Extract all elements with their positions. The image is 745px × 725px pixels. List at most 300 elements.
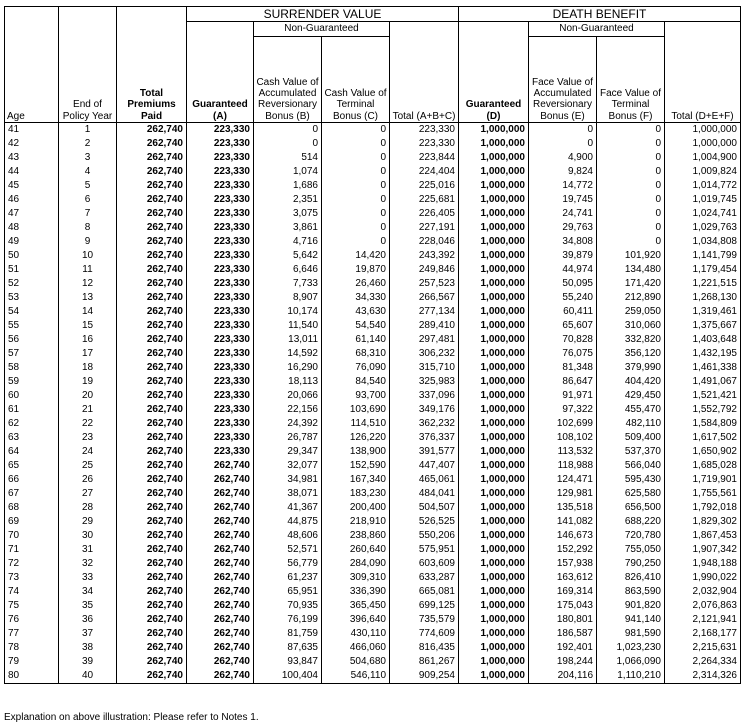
total-abc-cell: 774,609 (390, 627, 459, 641)
face-value-reversionary-bonus-cell: 124,471 (529, 473, 597, 487)
end-of-policy-year-cell: 6 (59, 193, 117, 207)
total-def-cell: 1,491,067 (665, 375, 741, 389)
guaranteed-d-cell: 1,000,000 (459, 571, 529, 585)
surrender-value-header: SURRENDER VALUE (187, 7, 459, 22)
total-def-cell: 2,168,177 (665, 627, 741, 641)
cash-value-terminal-bonus-cell: 504,680 (322, 655, 390, 669)
face-value-reversionary-bonus-cell: 76,075 (529, 347, 597, 361)
total-abc-cell: 633,287 (390, 571, 459, 585)
face-value-reversionary-bonus-cell: 55,240 (529, 291, 597, 305)
cash-value-reversionary-bonus-cell: 26,787 (254, 431, 322, 445)
cash-value-reversionary-bonus-cell: 32,077 (254, 459, 322, 473)
face-value-reversionary-bonus-cell: 204,116 (529, 669, 597, 684)
table-row (5, 487, 741, 501)
total-abc-cell: 225,016 (390, 179, 459, 193)
total-def-cell: 1,461,338 (665, 361, 741, 375)
guaranteed-a-cell: 262,740 (187, 669, 254, 684)
total-abc-cell: 227,191 (390, 221, 459, 235)
guaranteed-a-cell: 223,330 (187, 165, 254, 179)
face-value-terminal-bonus-cell: 720,780 (597, 529, 665, 543)
guaranteed-a-cell: 223,330 (187, 179, 254, 193)
face-value-terminal-bonus-cell: 404,420 (597, 375, 665, 389)
total-abc-cell: 243,392 (390, 249, 459, 263)
guaranteed-d-cell: 1,000,000 (459, 193, 529, 207)
face-value-reversionary-bonus-cell: 19,745 (529, 193, 597, 207)
cash-value-terminal-bonus-cell: 14,420 (322, 249, 390, 263)
total-abc-cell: 504,507 (390, 501, 459, 515)
total-def-cell: 1,009,824 (665, 165, 741, 179)
face-value-terminal-bonus-cell: 981,590 (597, 627, 665, 641)
total-abc-cell: 337,096 (390, 389, 459, 403)
age-cell: 55 (5, 319, 59, 333)
face-value-terminal-bonus-cell: 688,220 (597, 515, 665, 529)
face-value-terminal-bonus-cell: 566,040 (597, 459, 665, 473)
total-premiums-paid-cell: 262,740 (117, 333, 187, 347)
table-row (5, 515, 741, 529)
guaranteed-a-cell: 223,330 (187, 137, 254, 151)
cash-value-reversionary-bonus-cell: 44,875 (254, 515, 322, 529)
cash-value-terminal-bonus-cell: 76,090 (322, 361, 390, 375)
cash-value-reversionary-bonus-header: Cash Value of Accumulated Reversionary Bonus (B) (254, 37, 322, 123)
total-def-cell: 1,034,808 (665, 235, 741, 249)
face-value-reversionary-bonus-cell: 108,102 (529, 431, 597, 445)
face-value-terminal-bonus-cell: 0 (597, 221, 665, 235)
table-row (5, 389, 741, 403)
total-def-cell: 1,403,648 (665, 333, 741, 347)
end-of-policy-year-cell: 30 (59, 529, 117, 543)
age-cell: 52 (5, 277, 59, 291)
end-of-policy-year-cell: 20 (59, 389, 117, 403)
guaranteed-a-cell: 262,740 (187, 585, 254, 599)
guaranteed-a-cell: 223,330 (187, 249, 254, 263)
guaranteed-d-cell: 1,000,000 (459, 655, 529, 669)
cash-value-reversionary-bonus-cell: 0 (254, 123, 322, 138)
face-value-terminal-bonus-cell: 901,820 (597, 599, 665, 613)
face-value-reversionary-bonus-header: Face Value of Accumulated Reversionary Bonus (E) (529, 37, 597, 123)
guaranteed-d-cell: 1,000,000 (459, 221, 529, 235)
total-abc-cell: 289,410 (390, 319, 459, 333)
total-abc-cell: 225,681 (390, 193, 459, 207)
guaranteed-d-cell: 1,000,000 (459, 207, 529, 221)
total-def-cell: 1,019,745 (665, 193, 741, 207)
age-cell: 56 (5, 333, 59, 347)
total-abc-cell: 223,330 (390, 137, 459, 151)
guaranteed-d-cell: 1,000,000 (459, 417, 529, 431)
face-value-reversionary-bonus-cell: 29,763 (529, 221, 597, 235)
cash-value-terminal-bonus-cell: 336,390 (322, 585, 390, 599)
cash-value-reversionary-bonus-cell: 6,646 (254, 263, 322, 277)
total-premiums-paid-cell: 262,740 (117, 669, 187, 684)
table-row (5, 417, 741, 431)
age-cell: 44 (5, 165, 59, 179)
total-def-header: Total (D+E+F) (665, 22, 741, 123)
cash-value-reversionary-bonus-cell: 514 (254, 151, 322, 165)
cash-value-terminal-bonus-cell: 396,640 (322, 613, 390, 627)
total-premiums-paid-cell: 262,740 (117, 277, 187, 291)
total-abc-cell: 306,232 (390, 347, 459, 361)
face-value-terminal-bonus-cell: 429,450 (597, 389, 665, 403)
cash-value-reversionary-bonus-cell: 87,635 (254, 641, 322, 655)
cash-value-reversionary-bonus-cell: 16,290 (254, 361, 322, 375)
cash-value-terminal-bonus-cell: 167,340 (322, 473, 390, 487)
cash-value-terminal-bonus-cell: 19,870 (322, 263, 390, 277)
total-def-cell: 1,685,028 (665, 459, 741, 473)
age-cell: 66 (5, 473, 59, 487)
guaranteed-d-cell: 1,000,000 (459, 305, 529, 319)
end-of-policy-year-cell: 15 (59, 319, 117, 333)
face-value-terminal-bonus-cell: 0 (597, 179, 665, 193)
end-of-policy-year-cell: 40 (59, 669, 117, 684)
age-cell: 60 (5, 389, 59, 403)
guaranteed-d-cell: 1,000,000 (459, 669, 529, 684)
guaranteed-d-cell: 1,000,000 (459, 333, 529, 347)
total-def-cell: 1,375,667 (665, 319, 741, 333)
cash-value-reversionary-bonus-cell: 20,066 (254, 389, 322, 403)
total-premiums-paid-cell: 262,740 (117, 179, 187, 193)
face-value-terminal-bonus-cell: 1,066,090 (597, 655, 665, 669)
end-of-policy-year-cell: 3 (59, 151, 117, 165)
total-premiums-paid-cell: 262,740 (117, 207, 187, 221)
guaranteed-d-cell: 1,000,000 (459, 249, 529, 263)
face-value-reversionary-bonus-cell: 81,348 (529, 361, 597, 375)
end-of-policy-year-cell: 1 (59, 123, 117, 138)
total-premiums-paid-cell: 262,740 (117, 599, 187, 613)
guaranteed-a-cell: 262,740 (187, 543, 254, 557)
face-value-terminal-bonus-cell: 941,140 (597, 613, 665, 627)
guaranteed-a-cell: 262,740 (187, 641, 254, 655)
guaranteed-d-cell: 1,000,000 (459, 431, 529, 445)
cash-value-terminal-bonus-cell: 26,460 (322, 277, 390, 291)
cash-value-terminal-bonus-cell: 0 (322, 221, 390, 235)
cash-value-terminal-bonus-cell: 0 (322, 137, 390, 151)
cash-value-terminal-bonus-cell: 0 (322, 179, 390, 193)
guaranteed-a-cell: 262,740 (187, 459, 254, 473)
face-value-reversionary-bonus-cell: 118,988 (529, 459, 597, 473)
cash-value-reversionary-bonus-cell: 52,571 (254, 543, 322, 557)
table-row (5, 347, 741, 361)
end-of-policy-year-cell: 27 (59, 487, 117, 501)
cash-value-reversionary-bonus-cell: 2,351 (254, 193, 322, 207)
guaranteed-d-cell: 1,000,000 (459, 627, 529, 641)
table-row (5, 193, 741, 207)
cash-value-terminal-bonus-cell: 546,110 (322, 669, 390, 684)
cash-value-reversionary-bonus-cell: 11,540 (254, 319, 322, 333)
end-of-policy-year-cell: 21 (59, 403, 117, 417)
table-row (5, 137, 741, 151)
age-cell: 43 (5, 151, 59, 165)
age-cell: 73 (5, 571, 59, 585)
cash-value-reversionary-bonus-cell: 48,606 (254, 529, 322, 543)
end-of-policy-year-cell: 8 (59, 221, 117, 235)
face-value-reversionary-bonus-cell: 102,699 (529, 417, 597, 431)
cash-value-reversionary-bonus-cell: 3,861 (254, 221, 322, 235)
total-abc-header: Total (A+B+C) (390, 22, 459, 123)
total-def-cell: 1,432,195 (665, 347, 741, 361)
guaranteed-d-cell: 1,000,000 (459, 165, 529, 179)
face-value-terminal-bonus-cell: 0 (597, 165, 665, 179)
cash-value-terminal-bonus-cell: 0 (322, 151, 390, 165)
table-row (5, 655, 741, 669)
age-cell: 47 (5, 207, 59, 221)
end-of-policy-year-cell: 28 (59, 501, 117, 515)
age-cell: 72 (5, 557, 59, 571)
age-cell: 53 (5, 291, 59, 305)
guaranteed-d-cell: 1,000,000 (459, 319, 529, 333)
cash-value-terminal-bonus-cell: 309,310 (322, 571, 390, 585)
cash-value-terminal-bonus-cell: 0 (322, 235, 390, 249)
face-value-reversionary-bonus-cell: 169,314 (529, 585, 597, 599)
non-guaranteed-sv-header: Non-Guaranteed (254, 22, 390, 37)
end-of-policy-year-cell: 10 (59, 249, 117, 263)
face-value-terminal-bonus-cell: 356,120 (597, 347, 665, 361)
guaranteed-d-cell: 1,000,000 (459, 375, 529, 389)
face-value-reversionary-bonus-cell: 34,808 (529, 235, 597, 249)
table-row (5, 361, 741, 375)
total-premiums-paid-cell: 262,740 (117, 557, 187, 571)
total-premiums-paid-cell: 262,740 (117, 417, 187, 431)
table-row (5, 599, 741, 613)
end-of-policy-year-cell: 9 (59, 235, 117, 249)
guaranteed-d-cell: 1,000,000 (459, 137, 529, 151)
age-cell: 59 (5, 375, 59, 389)
face-value-terminal-bonus-cell: 0 (597, 151, 665, 165)
face-value-reversionary-bonus-cell: 192,401 (529, 641, 597, 655)
age-cell: 58 (5, 361, 59, 375)
face-value-terminal-bonus-cell: 212,890 (597, 291, 665, 305)
age-header: Age (5, 7, 59, 123)
guaranteed-d-cell: 1,000,000 (459, 529, 529, 543)
guaranteed-d-cell: 1,000,000 (459, 641, 529, 655)
face-value-reversionary-bonus-cell: 175,043 (529, 599, 597, 613)
guaranteed-d-cell: 1,000,000 (459, 361, 529, 375)
face-value-reversionary-bonus-cell: 60,411 (529, 305, 597, 319)
total-def-cell: 1,650,902 (665, 445, 741, 459)
age-cell: 70 (5, 529, 59, 543)
cash-value-terminal-bonus-cell: 260,640 (322, 543, 390, 557)
end-of-policy-year-cell: 29 (59, 515, 117, 529)
guaranteed-a-cell: 223,330 (187, 319, 254, 333)
end-of-policy-year-cell: 31 (59, 543, 117, 557)
guaranteed-a-cell: 223,330 (187, 375, 254, 389)
face-value-terminal-bonus-cell: 1,110,210 (597, 669, 665, 684)
guaranteed-a-header: Guaranteed (A) (187, 22, 254, 123)
guaranteed-a-cell: 262,740 (187, 515, 254, 529)
cash-value-terminal-bonus-cell: 200,400 (322, 501, 390, 515)
guaranteed-a-cell: 223,330 (187, 123, 254, 138)
guaranteed-d-cell: 1,000,000 (459, 123, 529, 138)
cash-value-terminal-bonus-cell: 93,700 (322, 389, 390, 403)
total-abc-cell: 484,041 (390, 487, 459, 501)
face-value-terminal-bonus-cell: 0 (597, 137, 665, 151)
age-cell: 75 (5, 599, 59, 613)
footnote: Explanation on above illustration: Please refer to Notes 1. (4, 712, 259, 723)
face-value-terminal-bonus-cell: 310,060 (597, 319, 665, 333)
guaranteed-a-cell: 223,330 (187, 207, 254, 221)
face-value-reversionary-bonus-cell: 39,879 (529, 249, 597, 263)
total-abc-cell: 465,061 (390, 473, 459, 487)
face-value-terminal-bonus-cell: 537,370 (597, 445, 665, 459)
total-premiums-paid-cell: 262,740 (117, 137, 187, 151)
end-of-policy-year-cell: 22 (59, 417, 117, 431)
total-def-cell: 1,792,018 (665, 501, 741, 515)
guaranteed-a-cell: 223,330 (187, 389, 254, 403)
age-cell: 68 (5, 501, 59, 515)
age-cell: 45 (5, 179, 59, 193)
cash-value-reversionary-bonus-cell: 76,199 (254, 613, 322, 627)
face-value-reversionary-bonus-cell: 186,587 (529, 627, 597, 641)
total-def-cell: 1,179,454 (665, 263, 741, 277)
total-premiums-paid-cell: 262,740 (117, 235, 187, 249)
guaranteed-a-cell: 223,330 (187, 151, 254, 165)
age-cell: 62 (5, 417, 59, 431)
total-abc-cell: 735,579 (390, 613, 459, 627)
face-value-terminal-bonus-cell: 826,410 (597, 571, 665, 585)
cash-value-reversionary-bonus-cell: 65,951 (254, 585, 322, 599)
face-value-terminal-bonus-cell: 755,050 (597, 543, 665, 557)
age-cell: 49 (5, 235, 59, 249)
cash-value-terminal-bonus-cell: 0 (322, 165, 390, 179)
cash-value-terminal-bonus-cell: 0 (322, 207, 390, 221)
total-premiums-paid-cell: 262,740 (117, 459, 187, 473)
face-value-reversionary-bonus-cell: 135,518 (529, 501, 597, 515)
cash-value-reversionary-bonus-cell: 56,779 (254, 557, 322, 571)
cash-value-reversionary-bonus-cell: 38,071 (254, 487, 322, 501)
age-cell: 78 (5, 641, 59, 655)
total-abc-cell: 699,125 (390, 599, 459, 613)
total-premiums-paid-cell: 262,740 (117, 627, 187, 641)
total-def-cell: 2,314,326 (665, 669, 741, 684)
benefit-table-body (5, 123, 741, 684)
end-of-policy-year-cell: 23 (59, 431, 117, 445)
end-of-policy-year-cell: 24 (59, 445, 117, 459)
cash-value-reversionary-bonus-cell: 70,935 (254, 599, 322, 613)
face-value-reversionary-bonus-cell: 91,971 (529, 389, 597, 403)
guaranteed-d-cell: 1,000,000 (459, 459, 529, 473)
face-value-terminal-bonus-cell: 656,500 (597, 501, 665, 515)
table-row (5, 165, 741, 179)
age-cell: 74 (5, 585, 59, 599)
end-of-policy-year-cell: 16 (59, 333, 117, 347)
total-abc-cell: 223,330 (390, 123, 459, 138)
age-cell: 77 (5, 627, 59, 641)
face-value-terminal-bonus-header: Face Value of Terminal Bonus (F) (597, 37, 665, 123)
age-cell: 76 (5, 613, 59, 627)
total-premiums-paid-cell: 262,740 (117, 585, 187, 599)
face-value-reversionary-bonus-cell: 157,938 (529, 557, 597, 571)
guaranteed-d-cell: 1,000,000 (459, 347, 529, 361)
face-value-terminal-bonus-cell: 863,590 (597, 585, 665, 599)
total-def-cell: 1,141,799 (665, 249, 741, 263)
age-cell: 41 (5, 123, 59, 138)
cash-value-terminal-bonus-cell: 61,140 (322, 333, 390, 347)
total-premiums-paid-cell: 262,740 (117, 389, 187, 403)
face-value-terminal-bonus-cell: 101,920 (597, 249, 665, 263)
total-def-cell: 2,076,863 (665, 599, 741, 613)
cash-value-terminal-bonus-cell: 54,540 (322, 319, 390, 333)
end-of-policy-year-cell: 39 (59, 655, 117, 669)
total-abc-cell: 297,481 (390, 333, 459, 347)
table-row (5, 613, 741, 627)
total-def-cell: 1,000,000 (665, 137, 741, 151)
table-row (5, 627, 741, 641)
guaranteed-a-cell: 223,330 (187, 431, 254, 445)
cash-value-terminal-bonus-cell: 238,860 (322, 529, 390, 543)
table-row (5, 207, 741, 221)
total-premiums-paid-cell: 262,740 (117, 431, 187, 445)
total-premiums-paid-cell: 262,740 (117, 123, 187, 138)
total-premiums-paid-cell: 262,740 (117, 361, 187, 375)
total-abc-cell: 665,081 (390, 585, 459, 599)
face-value-terminal-bonus-cell: 171,420 (597, 277, 665, 291)
total-premiums-paid-cell: 262,740 (117, 445, 187, 459)
table-row (5, 305, 741, 319)
guaranteed-d-cell: 1,000,000 (459, 487, 529, 501)
table-row (5, 445, 741, 459)
face-value-reversionary-bonus-cell: 0 (529, 123, 597, 138)
age-cell: 80 (5, 669, 59, 684)
death-benefit-header: DEATH BENEFIT (459, 7, 741, 22)
total-def-cell: 1,755,561 (665, 487, 741, 501)
table-row (5, 333, 741, 347)
guaranteed-d-cell: 1,000,000 (459, 515, 529, 529)
total-def-cell: 1,552,792 (665, 403, 741, 417)
age-cell: 42 (5, 137, 59, 151)
face-value-terminal-bonus-cell: 482,110 (597, 417, 665, 431)
total-premiums-paid-cell: 262,740 (117, 319, 187, 333)
total-def-cell: 1,014,772 (665, 179, 741, 193)
table-row (5, 263, 741, 277)
face-value-terminal-bonus-cell: 134,480 (597, 263, 665, 277)
age-cell: 61 (5, 403, 59, 417)
total-def-cell: 1,029,763 (665, 221, 741, 235)
face-value-reversionary-bonus-cell: 4,900 (529, 151, 597, 165)
total-abc-cell: 224,404 (390, 165, 459, 179)
total-premiums-paid-cell: 262,740 (117, 151, 187, 165)
face-value-reversionary-bonus-cell: 129,981 (529, 487, 597, 501)
face-value-reversionary-bonus-cell: 44,974 (529, 263, 597, 277)
total-def-cell: 2,215,631 (665, 641, 741, 655)
total-def-cell: 1,867,453 (665, 529, 741, 543)
table-row (5, 375, 741, 389)
total-premiums-paid-header: Total Premiums Paid (117, 7, 187, 123)
total-premiums-paid-cell: 262,740 (117, 193, 187, 207)
face-value-reversionary-bonus-cell: 70,828 (529, 333, 597, 347)
face-value-terminal-bonus-cell: 455,470 (597, 403, 665, 417)
end-of-policy-year-cell: 7 (59, 207, 117, 221)
total-abc-cell: 909,254 (390, 669, 459, 684)
end-of-policy-year-cell: 26 (59, 473, 117, 487)
age-cell: 64 (5, 445, 59, 459)
total-abc-cell: 325,983 (390, 375, 459, 389)
guaranteed-a-cell: 262,740 (187, 529, 254, 543)
face-value-terminal-bonus-cell: 625,580 (597, 487, 665, 501)
face-value-reversionary-bonus-cell: 0 (529, 137, 597, 151)
age-cell: 67 (5, 487, 59, 501)
face-value-reversionary-bonus-cell: 152,292 (529, 543, 597, 557)
guaranteed-a-cell: 223,330 (187, 445, 254, 459)
guaranteed-d-cell: 1,000,000 (459, 445, 529, 459)
end-of-policy-year-cell: 37 (59, 627, 117, 641)
cash-value-terminal-bonus-cell: 0 (322, 193, 390, 207)
table-row (5, 585, 741, 599)
cash-value-reversionary-bonus-cell: 1,686 (254, 179, 322, 193)
age-cell: 57 (5, 347, 59, 361)
end-of-policy-year-cell: 32 (59, 557, 117, 571)
guaranteed-d-cell: 1,000,000 (459, 235, 529, 249)
total-premiums-paid-cell: 262,740 (117, 543, 187, 557)
total-abc-cell: 603,609 (390, 557, 459, 571)
guaranteed-a-cell: 262,740 (187, 655, 254, 669)
